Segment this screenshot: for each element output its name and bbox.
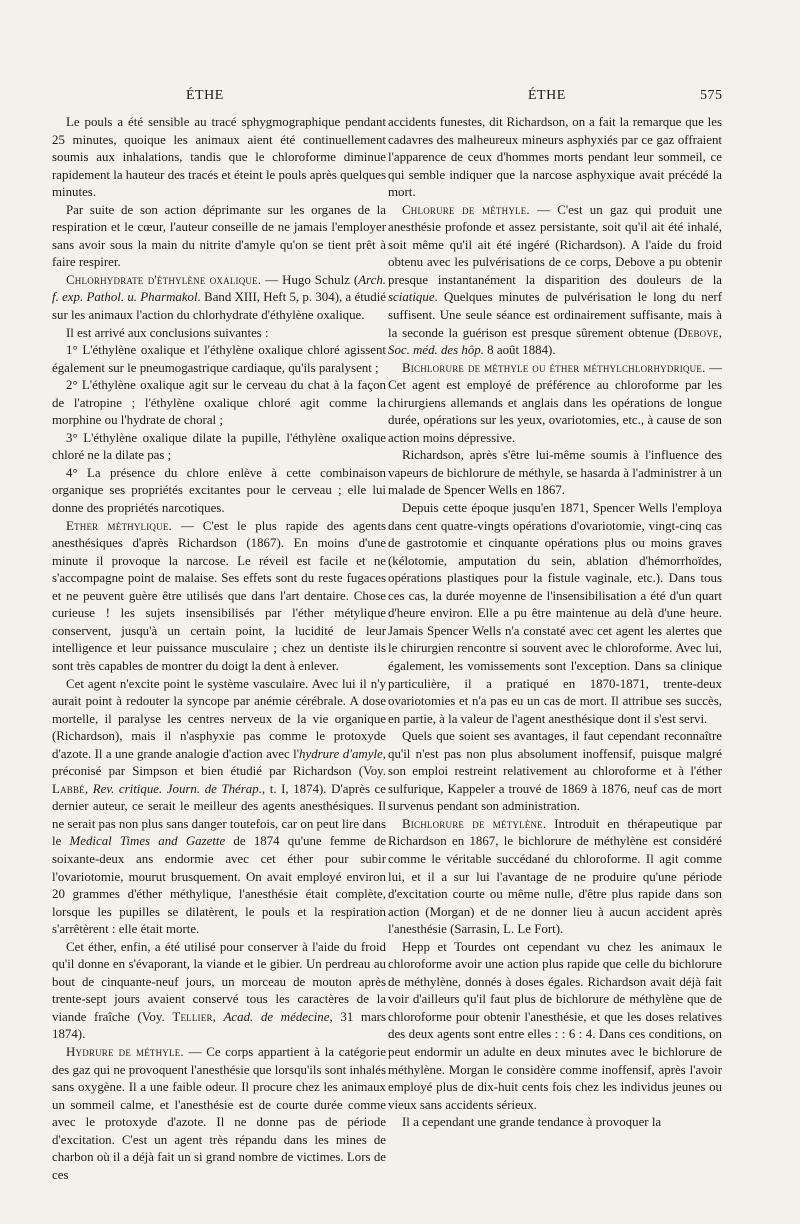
- paragraph: [388, 939, 722, 1114]
- text-run: Il est arrivé aux conclusions suivantes :: [66, 325, 269, 340]
- styled-text: Debove: [678, 325, 719, 340]
- styled-text: Chlorure de méthyle.: [402, 202, 530, 217]
- text-run: Band XIII, Heft 5, p. 304), a étudié sur les animaux l'action du chlorhydrate d'éthylène oxalique.: [52, 290, 386, 323]
- paragraph: [52, 202, 386, 272]
- text-run: — Ce corps appartient à la catégorie des gaz qui ne provoquent l'anesthésie que lorsqu'ils sont inhalés sans oxygène. Il a une faible odeur. Il procure chez les animaux un sommeil calme, et l'anesthésie est de courte durée comme avec le protoxyde d'azote. Il ne donne pas de période d'excitation. C'est un agent très répandu dans les mines de charbon où il a déjà fait un si grand nombre de victimes. Lors de ces: [52, 1044, 386, 1182]
- styled-text: Arch. f. exp. Pathol. u. Pharmakol.: [52, 272, 386, 305]
- text-run: 3° L'éthylène oxalique dilate la pupille, l'éthylène oxalique chloré ne la dilate pas ;: [52, 430, 386, 463]
- text-run: ,: [212, 1009, 224, 1024]
- paragraph: [52, 430, 386, 465]
- paragraph: [388, 114, 722, 202]
- text-run: , préconisé par Simpson et bien étudié par Richardson (Voy.: [52, 746, 386, 779]
- paragraph: [388, 202, 722, 360]
- text-run: , t. I, 1874). D'après ce dernier auteur, ce serait le meilleur des agents anesthésiques. Il ne serait pas non plus sans danger toutefois, car on peut lire dans le: [52, 781, 386, 849]
- paragraph: [52, 939, 386, 1044]
- paragraph: [388, 447, 722, 500]
- left-column: [52, 114, 386, 1184]
- text-run: 1° L'éthylène oxalique et l'éthylène oxalique chloré agissent également sur le pneumogastrique cardiaque, qu'ils paralysent ;: [52, 343, 386, 375]
- styled-text: Soc. méd. des hôp.: [388, 343, 484, 358]
- paragraph: [52, 272, 386, 325]
- text-run: de 1874 qu'une femme de soixante-deux ans endormie avec cet éther pour subir l'ovariotomie, mourut brusquement. On avait employé environ 20 grammes d'éther méthylique, l'anesthésie était complète, lorsque les pupilles se dilatèrent, le pouls et la respiration s'arrêtèrent : elle était morte.: [52, 834, 387, 937]
- text-run: Cet éther, enfin, a été utilisé pour conserver à l'aide du froid qu'il donne en s'évaporant, la viande et le gibier. Un perdreau au bout de cinquante-neuf jours, un morceau de mouton après trente-sept jours avaient conservé tous les caractères de la viande fraîche (Voy.: [52, 939, 386, 1024]
- text-run: — C'est un gaz qui produit une anesthésie profonde et assez persistante, soit qu'il ait été inhalé, soit même qu'il ait été ingéré (Richardson). A l'aide du froid obtenu avec les pulvérisations de ce corps, Debove a pu obtenir presque instantanément la disparition des douleurs de la: [388, 202, 722, 287]
- paragraph: [52, 465, 386, 518]
- text-run: Par suite de son action déprimante sur les organes de la respiration et le cœur, l'auteur conseille de ne jamais l'employer sans avoir sous la main du nitrite d'amyle qu'on se tient prêt à faire respirer.: [52, 202, 386, 270]
- paragraph: [388, 360, 722, 448]
- text-run: 2° L'éthylène oxalique agit sur le cerveau du chat à la façon de l'atropine ; l'éthylène oxalique chloré agit comme la morphine ou l'hydrate de choral ;: [52, 378, 386, 428]
- text-run: Cet agent n'excite point le système vasculaire. Avec lui il n'y aurait point à redouter la syncope par anémie cérébrale. A dose mortelle, il paralyse les centres nerveux de la vie organique (Richardson), mais il n'asphyxie pas comme le protoxyde d'azote. Il a une grande analogie d'action avec l': [52, 676, 386, 761]
- text-run: Le pouls a été sensible au tracé sphygmographique pendant 25 minutes, quoique les animaux aient été continuellement soumis aux inhalations, tandis que le chloroforme diminue rapidement la hauteur des tracés et éteint le pouls après quelques minutes.: [52, 115, 386, 200]
- paragraph: [388, 728, 722, 816]
- styled-text: Hydrure de méthyle.: [66, 1044, 184, 1059]
- text-run: , 31 mars 1874).: [52, 1009, 386, 1042]
- styled-text: hydrure d'amyle: [299, 746, 383, 761]
- styled-text: Bichlorure de méthyle ou éther méthylchlorhydrique.: [402, 360, 706, 375]
- text-run: Il a cependant une grande tendance à provoquer la: [402, 1115, 662, 1130]
- styled-text: Medical Times and Gazette: [69, 834, 226, 849]
- text-run: Introduit en thérapeutique par Richardson en 1867, le bichlorure de méthylène est considéré comme le véritable succédané du chloroforme. Il agit comme lui, et il a sur lui l'avantage de ne produire qu'une période d'excitation courte ou même nulle, d'être plus rapide dans son action (Morgan) et de ne donner lieu à aucun accident après l'anesthésie (Sarrasin, L. Le Fort).: [388, 816, 722, 937]
- page-number: 575: [700, 88, 723, 103]
- paragraph: [388, 816, 722, 939]
- paragraph: [52, 114, 386, 202]
- styled-text: Bichlorure de métylène.: [402, 816, 547, 831]
- paragraph: [388, 1114, 722, 1132]
- paragraph: [52, 342, 386, 377]
- styled-text: Acad. de médecine: [223, 1009, 330, 1024]
- text-run: 4° La présence du chlore enlève à cette combinaison organique ses propriétés excitantes pour le cerveau ; elle lui donne des propriétés narcotiques.: [52, 465, 386, 516]
- paragraph: [388, 500, 722, 728]
- styled-text: Chlorhydrate d'éthylène oxalique.: [66, 272, 262, 287]
- text-run: ,: [84, 781, 93, 796]
- styled-text: Labbé: [52, 781, 85, 796]
- styled-text: sciatique: [388, 290, 435, 305]
- text-run: accidents funestes, dit Richardson, on a fait la remarque que les cadavres des malheureux mineurs asphyxiés par ce gaz offraient l'apparence de ceux d'hommes morts pendant leur sommeil, ce qui semble indiquer que la narcose asphyxique avait précédé la mort.: [388, 115, 722, 200]
- styled-text: Ether méthylique.: [66, 518, 172, 533]
- text-run: — Hugo Schulz (: [261, 272, 359, 287]
- text-run: ,: [718, 325, 722, 340]
- text-run: Hepp et Tourdes ont cependant vu chez les animaux le chloroforme avoir une action plus rapide que celle du bichlorure de méthylène, donnés à doses égales. Richardson avait déjà fait voir d'ailleurs qu'il faut plus de bichlorure de méthylène que de chloroforme pour obtenir l'anesthésie, et que les doses relatives des deux agents sont entre elles : : 6 : 4. Dans ces conditions, on peut endormir un adulte en deux minutes avec le bichlorure de méthylène. Morgan le considère comme inoffensif, après l'avoir employé plus de dix-huit cents fois chez les individus jeunes ou vieux sans accidents sérieux.: [388, 939, 722, 1112]
- styled-text: Rev. critique. Journ. de Thérap.: [92, 781, 262, 796]
- text-run: 8 août 1884).: [483, 343, 556, 358]
- text-run: — Cet agent est employé de préférence au chloroforme par les chirurgiens allemands et anglais dans les opérations de longue durée, opérations sur les yeux, ovariotomies, etc., à cause de son action moins dépressive.: [388, 360, 722, 445]
- text-run: . Quelques minutes de pulvérisation le long du nerf suffisent. Une seule séance est ordinairement suffisante, mais à la seconde la guérison est presque sûrement obtenue (: [388, 290, 722, 340]
- text-run: Richardson, après s'être lui-même soumis à l'influence des vapeurs de bichlorure de méthyle, se hasarda à l'administrer à un malade de Spencer Wells en 1867.: [388, 448, 722, 498]
- paragraph: [52, 1044, 386, 1184]
- text-run: Depuis cette époque jusqu'en 1871, Spencer Wells l'employa dans cent quatre-vingts opérations d'ovariotomie, vingt-cinq cas de gastrotomie et cinquante opérations plus ou moins graves (kélotomie, amputation du sein, ablation d'hémorrhoïdes, opérations plastiques pour la fistule vaginale, etc.). Dans tous ces cas, la durée moyenne de l'insensibilisation a été d'un quart d'heure environ. Elle a pu être maintenue au delà d'une heure. Jamais Spencer Wells n'a constaté avec cet agent les alertes que le chirurgien rencontre si souvent avec le chloroforme. Avec lui, également, les vomissements sont l'exception. Dans sa clinique particulière, il a pratiqué en 1870-1871, trente-deux ovariotomies et n'a pas eu un cas de mort. Il attribue ses succès, en partie, à la valeur de l'agent anesthésique dont il s'est servi.: [388, 501, 722, 726]
- paragraph: [52, 377, 386, 430]
- right-column: [388, 114, 722, 1132]
- text-run: Quels que soient ses avantages, il faut cependant reconnaître qu'il n'est pas non plus absolument inoffensif, puisque malgré son emploi restreint relativement au chloroforme et à l'éther sulfurique, Kappeler a trouvé de 1869 à 1876, neuf cas de mort survenus pendant son administration.: [388, 729, 722, 814]
- styled-text: Tellier: [172, 1009, 213, 1024]
- paragraph: [52, 676, 386, 939]
- paragraph: [52, 325, 386, 343]
- running-head-right: ÉTHE: [528, 88, 566, 103]
- running-head-left: ÉTHE: [186, 88, 224, 103]
- paragraph: [52, 518, 386, 676]
- text-run: — C'est le plus rapide des agents anesthésiques d'après Richardson (1867). En moins d'une minute il provoque la narcose. Le réveil est facile et ne s'accompagne point de malaise. Ses effets sont du reste fugaces et ne peuvent guère être utilisés que dans l'art dentaire. Chose curieuse ! les sujets insensibilisés par l'éther métylique conservent, jusqu'à un certain point, la lucidité de leur intelligence et leur puissance musculaire ; chez un dentiste ils sont très capables de montrer du doigt la dent à enlever.: [52, 518, 386, 673]
